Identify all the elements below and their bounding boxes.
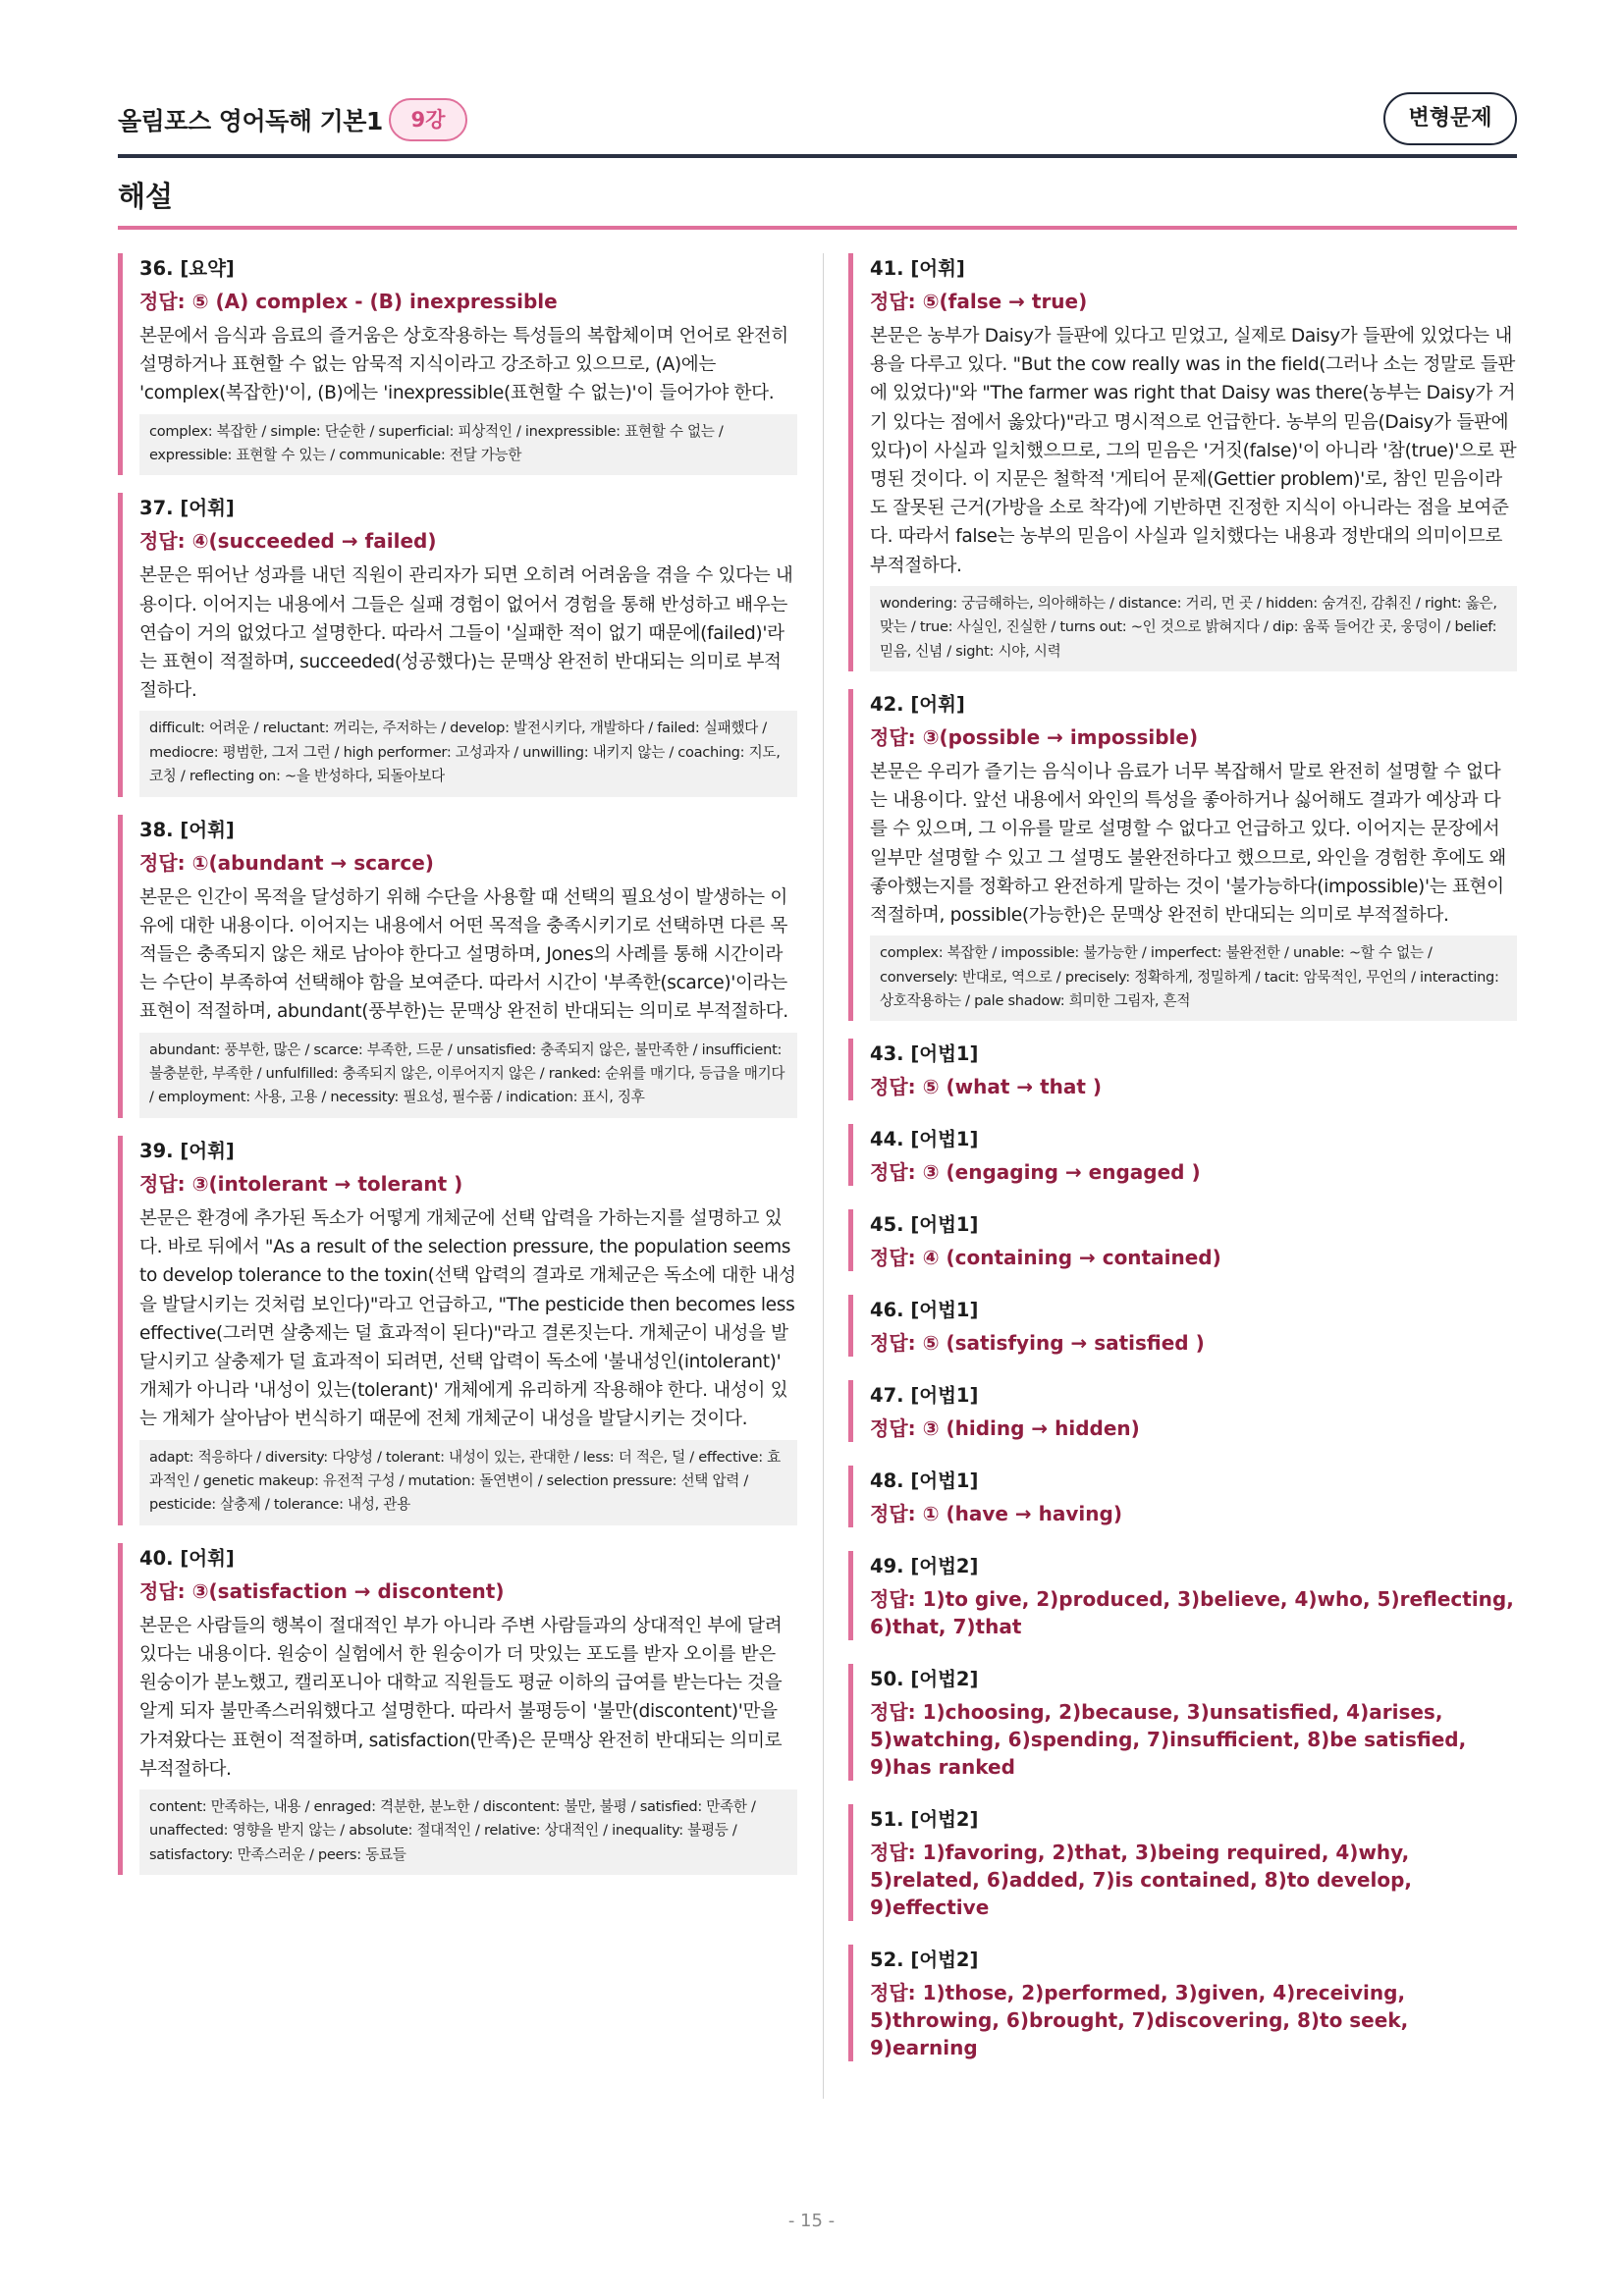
question-heading: 44. [어법1] bbox=[870, 1128, 979, 1151]
answer-line: 정답: ③ (hiding → hidden) bbox=[870, 1416, 1140, 1441]
answer-line: 정답: ⑤ (A) complex - (B) inexpressible bbox=[139, 290, 558, 313]
book-title: 올림포스 영어독해 기본1 bbox=[118, 107, 383, 135]
question-44 bbox=[848, 1124, 1517, 1186]
answer-line: 정답: 1)favoring, 2)that, 3)being required, 4)why, 5)related, 6)added, 7)is contained, 8)to develop, 9)effective bbox=[870, 1841, 1412, 1920]
column-divider bbox=[823, 253, 824, 2099]
question-43 bbox=[848, 1039, 1517, 1100]
section-divider bbox=[118, 226, 1517, 230]
lesson-badge: 9강 bbox=[389, 98, 467, 141]
question-heading: 39. [어휘] bbox=[139, 1139, 235, 1162]
question-heading: 37. [어휘] bbox=[139, 497, 235, 520]
question-heading: 36. [요약] bbox=[139, 257, 235, 280]
question-40 bbox=[118, 1543, 797, 1875]
question-37 bbox=[118, 493, 797, 796]
question-heading: 51. [어법2] bbox=[870, 1808, 979, 1832]
question-heading: 43. [어법1] bbox=[870, 1042, 979, 1066]
left-column bbox=[118, 253, 797, 1893]
answer-line: 정답: ① (have → having) bbox=[870, 1502, 1122, 1526]
question-heading: 46. [어법1] bbox=[870, 1299, 979, 1322]
right-column bbox=[848, 253, 1517, 2085]
question-heading: 50. [어법2] bbox=[870, 1668, 979, 1691]
question-heading: 49. [어법2] bbox=[870, 1555, 979, 1578]
question-heading: 48. [어법1] bbox=[870, 1469, 979, 1493]
answer-line: 정답: ③(intolerant → tolerant ) bbox=[139, 1171, 463, 1196]
header-divider bbox=[118, 154, 1517, 158]
answer-line: 정답: 1)those, 2)performed, 3)given, 4)receiving, 5)throwing, 6)brought, 7)discovering, 8)to seek, 9)earning bbox=[870, 1981, 1409, 2060]
vocabulary-box: abundant: 풍부한, 많은 / scarce: 부족한, 드문 / unsatisfied: 충족되지 않은, 불만족한 / insufficient: 불충분한, 부족한 / unfulfilled: 충족되지 않은, 이루어지지 않은 / ranked: 순위를 매기다, 등급을 매기다 / employment: 사용, 고용 / necessity: 필요성, 필수품 / indication: 표시, 징후 bbox=[139, 1033, 797, 1118]
vocabulary-box: content: 만족하는, 내용 / enraged: 격분한, 분노한 / discontent: 불만, 불평 / satisfied: 만족한 / unaffected: 영향을 받지 않는 / absolute: 절대적인 / relative: 상대적인 / inequality: 불평등 / satisfactory: 만족스러운 / peers: 동료들 bbox=[139, 1789, 797, 1875]
answer-line: 정답: ③(possible → impossible) bbox=[870, 725, 1199, 750]
explanation-text: 본문은 인간이 목적을 달성하기 위해 수단을 사용할 때 선택의 필요성이 발생하는 이유에 대한 내용이다. 이어지는 내용에서 어떤 목적을 충족시키기로 선택하면 다른 목적들은 충족되지 않은 채로 남아야 한다고 설명하며, Jones의 사례를 통해 시간이라는 수단이 부족하여 선택해야 함을 보여준다. 따라서 시간이 '부족한(scarce)'이라는 표현이 적절하며, abundant(풍부한)는 문맥상 완전히 반대되는 의미로 부적절하다. bbox=[139, 886, 788, 1023]
question-heading: 41. [어휘] bbox=[870, 257, 965, 280]
explanation-text: 본문은 사람들의 행복이 절대적인 부가 아니라 주변 사람들과의 상대적인 부에 달려 있다는 내용이다. 원숭이 실험에서 한 원숭이가 더 맛있는 포도를 받자 오이를 받은 원숭이가 분노했고, 캘리포니아 대학교 직원들도 평균 이하의 급여를 받는다는 것을 알게 되자 불만족스러워했다고 설명한다. 따라서 불평등이 '불만(discontent)'만을 가져왔다는 표현이 적절하며, satisfaction(만족)은 문맥상 완전히 반대되는 의미로 부적절하다. bbox=[139, 1615, 783, 1780]
question-48 bbox=[848, 1466, 1517, 1527]
explanation-text: 본문은 우리가 즐기는 음식이나 음료가 너무 복잡해서 말로 완전히 설명할 수 없다는 내용이다. 앞선 내용에서 와인의 특성을 좋아하거나 싫어해도 결과가 예상과 다를 수 있으며, 그 이유를 말로 설명할 수 없다고 언급하고 있다. 이어지는 문장에서 일부만 설명할 수 있고 그 설명도 불완전하다고 했으므로, 와인을 경험한 후에도 왜 좋아했는지를 정확하고 완전하게 말하는 것이 '불가능하다(impossible)'는 표현이 적절하며, possible(가능한)은 문맥상 완전히 반대되는 의미로 부적절하다. bbox=[870, 762, 1506, 927]
vocabulary-box: difficult: 어려운 / reluctant: 꺼리는, 주저하는 / develop: 발전시키다, 개발하다 / failed: 실패했다 / mediocre: 평범한, 그저 그런 / high performer: 고성과자 / unwilling: 내키지 않는 / coaching: 지도, 코칭 / reflecting on: ~을 반성하다, 되돌아보다 bbox=[139, 711, 797, 796]
answer-line: 정답: ①(abundant → scarce) bbox=[139, 850, 434, 875]
answer-line: 정답: ③ (engaging → engaged ) bbox=[870, 1160, 1201, 1185]
question-41 bbox=[848, 253, 1517, 671]
question-heading: 42. [어휘] bbox=[870, 693, 965, 717]
explanation-text: 본문은 농부가 Daisy가 들판에 있다고 믿었고, 실제로 Daisy가 들판에 있었다는 내용을 다루고 있다. "But the cow really was in the field(그러나 소는 정말로 들판에 있었다)"와 "The farmer was right that Daisy was there(농부는 Daisy가 거기 있다는 점에서 옳았다)"라고 명시적으로 언급한다. 농부의 믿음(Daisy가 들판에 있다)이 사실과 일치했으므로, 그의 믿음은 '거짓(false)'이 아니라 '참(true)'으로 판명된 것이다. 이 지문은 철학적 '게티어 문제(Gettier problem)'로, 참인 믿음이라도 잘못된 근거(가방을 소로 착각)에 기반하면 진정한 지식이 아니라는 점을 보여준다. 따라서 false는 농부의 믿음이 사실과 일치했다는 내용과 정반대의 의미이므로 부적절하다. bbox=[870, 326, 1517, 576]
answer-line: 정답: ③(satisfaction → discontent) bbox=[139, 1578, 505, 1603]
answer-line: 정답: 1)choosing, 2)because, 3)unsatisfied, 4)arises, 5)watching, 6)spending, 7)insufficient, 8)be satisfied, 9)has ranked bbox=[870, 1700, 1467, 1780]
vocabulary-box: complex: 복잡한 / impossible: 불가능한 / imperfect: 불완전한 / unable: ~할 수 없는 / conversely: 반대로, 역으로 / precisely: 정확하게, 정밀하게 / tacit: 암묵적인, 무언의 / interacting: 상호작용하는 / pale shadow: 희미한 그림자, 흔적 bbox=[870, 935, 1517, 1021]
question-type-badge: 변형문제 bbox=[1383, 92, 1517, 145]
explanation-text: 본문은 뛰어난 성과를 내던 직원이 관리자가 되면 오히려 어려움을 겪을 수 있다는 내용이다. 이어지는 내용에서 그들은 실패 경험이 없어서 경험을 통해 반성하고 배우는 연습이 거의 없었다고 설명한다. 따라서 그들이 '실패한 적이 없기 때문에(failed)'라는 표현이 적절하며, succeeded(성공했다)는 문맥상 완전히 반대되는 의미로 부적절하다. bbox=[139, 565, 793, 702]
header bbox=[118, 90, 1517, 153]
answer-line: 정답: ⑤ (what → that ) bbox=[870, 1075, 1103, 1099]
question-heading: 40. [어휘] bbox=[139, 1546, 235, 1570]
question-51 bbox=[848, 1804, 1517, 1921]
vocabulary-box: complex: 복잡한 / simple: 단순한 / superficial: 피상적인 / inexpressible: 표현할 수 없는 / expressible: 표현할 수 있는 / communicable: 전달 가능한 bbox=[139, 414, 797, 476]
question-38 bbox=[118, 815, 797, 1118]
question-42 bbox=[848, 689, 1517, 1021]
explanation-text: 본문에서 음식과 음료의 즐거움은 상호작용하는 특성들의 복합체이며 언어로 완전히 설명하거나 표현할 수 없는 암묵적 지식이라고 강조하고 있으므로, (A)에는 'complex(복잡한)'이, (B)에는 'inexpressible(표현할 수 없는)'이 들어가야 한다. bbox=[139, 326, 788, 404]
answer-line: 정답: ④ (containing → contained) bbox=[870, 1246, 1221, 1270]
question-heading: 45. [어법1] bbox=[870, 1213, 979, 1237]
page-number: - 15 - bbox=[787, 2211, 836, 2231]
question-47 bbox=[848, 1380, 1517, 1442]
question-45 bbox=[848, 1209, 1517, 1271]
vocabulary-box: wondering: 궁금해하는, 의아해하는 / distance: 거리, 먼 곳 / hidden: 숨겨진, 감춰진 / right: 옳은, 맞는 / true: 사실인, 진실한 / turns out: ~인 것으로 밝혀지다 / dip: 움푹 들어간 곳, 웅덩이 / belief: 믿음, 신념 / sight: 시야, 시력 bbox=[870, 586, 1517, 671]
answer-line: 정답: 1)to give, 2)produced, 3)believe, 4)who, 5)reflecting, 6)that, 7)that bbox=[870, 1587, 1514, 1639]
question-heading: 38. [어휘] bbox=[139, 818, 235, 841]
question-52 bbox=[848, 1945, 1517, 2061]
section-title: 해설 bbox=[118, 180, 174, 213]
question-46 bbox=[848, 1295, 1517, 1357]
question-39 bbox=[118, 1136, 797, 1525]
question-heading: 47. [어법1] bbox=[870, 1384, 979, 1408]
question-49 bbox=[848, 1551, 1517, 1640]
answer-line: 정답: ④(succeeded → failed) bbox=[139, 529, 437, 554]
explanation-text: 본문은 환경에 추가된 독소가 어떻게 개체군에 선택 압력을 가하는지를 설명하고 있다. 바로 뒤에서 "As a result of the selection pressure, the population seems to develop tolerance to the toxin(선택 압력의 결과로 개체군은 독소에 대한 내성을 발달시키는 것처럼 보인다)"라고 언급하고, "The pesticide then becomes less effective(그러면 살충제는 덜 효과적이 된다)"라고 결론짓는다. 개체군이 내성을 발달시키고 살충제가 덜 효과적이 되려면, 선택 압력이 독소에 '불내성인(intolerant)' 개체가 아니라 '내성이 있는(tolerant)' 개체에게 유리하게 작용해야 한다. 내성이 있는 개체가 살아남아 번식하기 때문에 전체 개체군이 내성을 발달시키는 것이다. bbox=[139, 1207, 796, 1430]
answer-line: 정답: ⑤(false → true) bbox=[870, 290, 1088, 313]
answer-line: 정답: ⑤ (satisfying → satisfied ) bbox=[870, 1331, 1205, 1356]
question-heading: 52. [어법2] bbox=[870, 1949, 979, 1972]
question-50 bbox=[848, 1664, 1517, 1781]
question-36 bbox=[118, 253, 797, 475]
vocabulary-box: adapt: 적응하다 / diversity: 다양성 / tolerant: 내성이 있는, 관대한 / less: 더 적은, 덜 / effective: 효과적인 / genetic makeup: 유전적 구성 / mutation: 돌연변이 / selection pressure: 선택 압력 / pesticide: 살충제 / tolerance: 내성, 관용 bbox=[139, 1440, 797, 1525]
